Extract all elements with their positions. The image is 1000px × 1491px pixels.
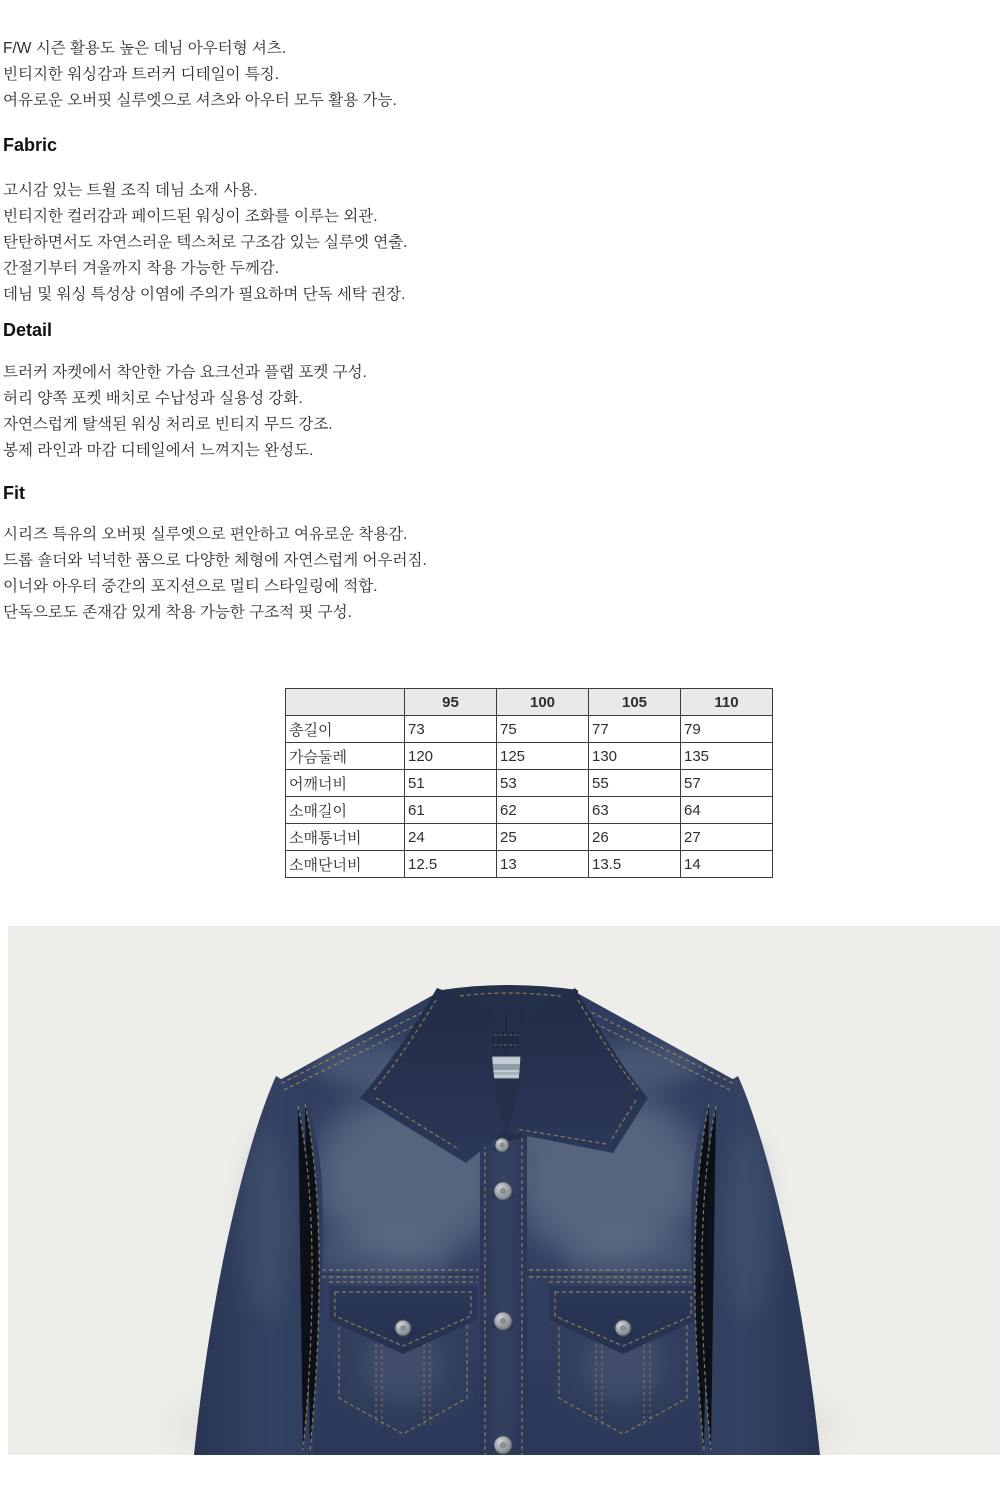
cell: 53: [497, 770, 589, 797]
text-line: 탄탄하면서도 자연스러운 텍스처로 구조감 있는 실루엣 연출.: [3, 234, 408, 251]
row-label: 총길이: [286, 716, 405, 743]
size-table-row: [286, 824, 773, 851]
row-label: 어깨너비: [286, 770, 405, 797]
cell: 26: [589, 824, 681, 851]
cell: 25: [497, 824, 589, 851]
cell: 24: [405, 824, 497, 851]
intro-paragraph: [3, 36, 1000, 114]
product-description: [0, 36, 1000, 626]
text-line: 자연스럽게 탈색된 워싱 처리로 빈티지 무드 강조.: [3, 416, 333, 433]
cell: 14: [681, 851, 773, 878]
cell: 27: [681, 824, 773, 851]
fit-paragraph: [3, 522, 1000, 626]
text-line: 고시감 있는 트윌 조직 데님 소재 사용.: [3, 182, 258, 199]
text-line: 여유로운 오버핏 실루엣으로 셔츠와 아우터 모두 활용 가능.: [3, 92, 397, 109]
cell: 64: [681, 797, 773, 824]
cell: 125: [497, 743, 589, 770]
product-photo: [8, 926, 1000, 1455]
text-line: 시리즈 특유의 오버핏 실루엣으로 편안하고 여유로운 착용감.: [3, 526, 408, 543]
size-table-header-cell: 95: [405, 689, 497, 716]
size-table: [285, 688, 773, 878]
text-line: 드롭 숄더와 넉넉한 품으로 다양한 체형에 자연스럽게 어우러짐.: [3, 552, 427, 569]
fabric-paragraph: [3, 178, 1000, 308]
cell: 12.5: [405, 851, 497, 878]
cell: 135: [681, 743, 773, 770]
row-label: 소매단너비: [286, 851, 405, 878]
cell: 13: [497, 851, 589, 878]
section-heading-fit: Fit: [3, 483, 25, 503]
cell: 63: [589, 797, 681, 824]
cell: 61: [405, 797, 497, 824]
cell: 57: [681, 770, 773, 797]
text-line: 허리 양쪽 포켓 배치로 수납성과 실용성 강화.: [3, 390, 303, 407]
section-heading-fabric: Fabric: [3, 135, 58, 155]
cell: 51: [405, 770, 497, 797]
size-table-row: [286, 797, 773, 824]
text-line: 이너와 아우터 중간의 포지션으로 멀티 스타일링에 적합.: [3, 578, 378, 595]
cell: 55: [589, 770, 681, 797]
cell: 79: [681, 716, 773, 743]
section-heading-detail: Detail: [3, 320, 53, 340]
size-table-header-cell: 105: [589, 689, 681, 716]
row-label: 소매통너비: [286, 824, 405, 851]
cell: 62: [497, 797, 589, 824]
text-line: F/W 시즌 활용도 높은 데님 아우터형 셔츠.: [3, 40, 287, 57]
cell: 120: [405, 743, 497, 770]
row-label: 소매길이: [286, 797, 405, 824]
text-line: 트러커 자켓에서 착안한 가슴 요크선과 플랩 포켓 구성.: [3, 364, 367, 381]
size-table-header-cell: [286, 689, 405, 716]
size-table-header-cell: 110: [681, 689, 773, 716]
size-table-header-cell: 100: [497, 689, 589, 716]
cell: 73: [405, 716, 497, 743]
text-line: 데님 및 워싱 특성상 이염에 주의가 필요하며 단독 세탁 권장.: [3, 286, 406, 303]
cell: 130: [589, 743, 681, 770]
cell: 75: [497, 716, 589, 743]
text-line: 봉제 라인과 마감 디테일에서 느껴지는 완성도.: [3, 442, 314, 459]
detail-paragraph: [3, 360, 1000, 464]
row-label: 가슴둘레: [286, 743, 405, 770]
size-table-row: [286, 770, 773, 797]
cell: 13.5: [589, 851, 681, 878]
size-table-header-row: [286, 689, 773, 716]
size-table-row: [286, 851, 773, 878]
size-table-row: [286, 716, 773, 743]
text-line: 단독으로도 존재감 있게 착용 가능한 구조적 핏 구성.: [3, 604, 352, 621]
size-table-row: [286, 743, 773, 770]
text-line: 빈티지한 워싱감과 트러커 디테일이 특징.: [3, 66, 280, 83]
denim-jacket-illustration: [8, 926, 1000, 1455]
cell: 77: [589, 716, 681, 743]
text-line: 간절기부터 겨울까지 착용 가능한 두께감.: [3, 260, 280, 277]
text-line: 빈티지한 컬러감과 페이드된 워싱이 조화를 이루는 외관.: [3, 208, 378, 225]
